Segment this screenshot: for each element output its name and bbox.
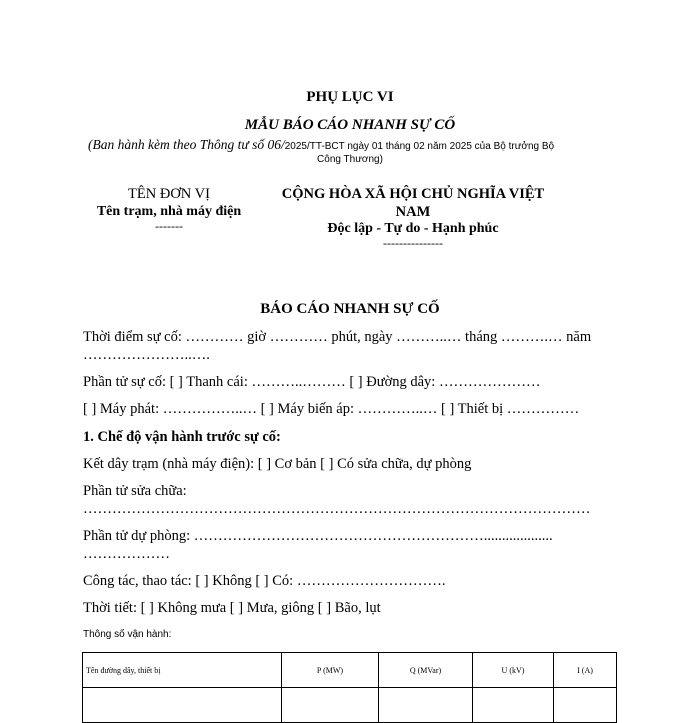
work-operation-line: Công tác, thao tác: [ ] Không [ ] Có: …………………………. [83,573,446,589]
incident-device-line: [ ] Máy phát: ……………..… [ ] Máy biến áp: …………..… [ ] Thiết bị …………… [83,401,580,417]
issued-by-line2: Công Thương) [317,154,383,165]
incident-time-line-cont: …………………..…. [83,347,210,363]
operating-params-table [82,652,617,723]
header-i-a: I (A) [554,653,617,688]
header-q-mvar: Q (MVar) [379,653,473,688]
country-name-line2: NAM [395,204,431,220]
weather-line: Thời tiết: [ ] Không mưa [ ] Mưa, giông [ ] Bão, lụt [83,600,381,616]
table-cell [83,688,282,723]
operating-params-label: Thông số vận hành: [83,629,172,640]
table-row [83,688,617,723]
left-divider: ------- [155,219,183,233]
header-p-mw: P (MW) [282,653,379,688]
station-wiring-line: Kết dây trạm (nhà máy điện): [ ] Cơ bản [ ] Có sửa chữa, dự phòng [83,456,472,472]
incident-time-line: Thời điểm sự cố: ………… giờ ………… phút, ngày ………..… tháng ……….… năm [83,329,592,345]
repair-element-dots: …………………………………………………………………………………………… [83,501,591,517]
report-title: BÁO CÁO NHANH SỰ CỐ [260,301,440,317]
issued-by-italic: (Ban hành kèm theo Thông tư số 06/ [88,137,285,152]
backup-element-line-cont: ……………… [83,546,170,562]
table-cell [473,688,554,723]
unit-detail: Tên trạm, nhà máy điện [96,204,242,219]
backup-element-line: Phần tử dự phòng: ……………………………………………………................... [83,528,553,544]
appendix-title: PHỤ LỤC VI [306,89,394,105]
header-line-device: Tên đường dây, thiết bị [83,653,282,688]
issued-by-rest: 2025/TT-BCT ngày 01 tháng 02 năm 2025 của Bộ trưởng Bộ [284,141,555,152]
table-cell [379,688,473,723]
right-divider: --------------- [383,236,443,250]
table-header-row [83,653,617,688]
repair-element-label: Phần tử sửa chữa: [83,483,187,499]
form-title: MẪU BÁO CÁO NHANH SỰ CỐ [244,117,456,133]
section-1-heading: 1. Chế độ vận hành trước sự cố: [83,429,281,445]
header-u-kv: U (kV) [473,653,554,688]
country-name-line1: CỘNG HÒA XÃ HỘI CHỦ NGHĨA VIỆT [281,186,545,202]
issued-by-line [88,137,554,153]
national-motto: Độc lập - Tự do - Hạnh phúc [327,221,499,236]
table-cell [282,688,379,723]
unit-name: TÊN ĐƠN VỊ [128,186,210,202]
incident-element-line: Phần tử sự cố: [ ] Thanh cái: ………..……… [ ] Đường dây: ………………… [83,374,541,390]
table-cell [554,688,617,723]
